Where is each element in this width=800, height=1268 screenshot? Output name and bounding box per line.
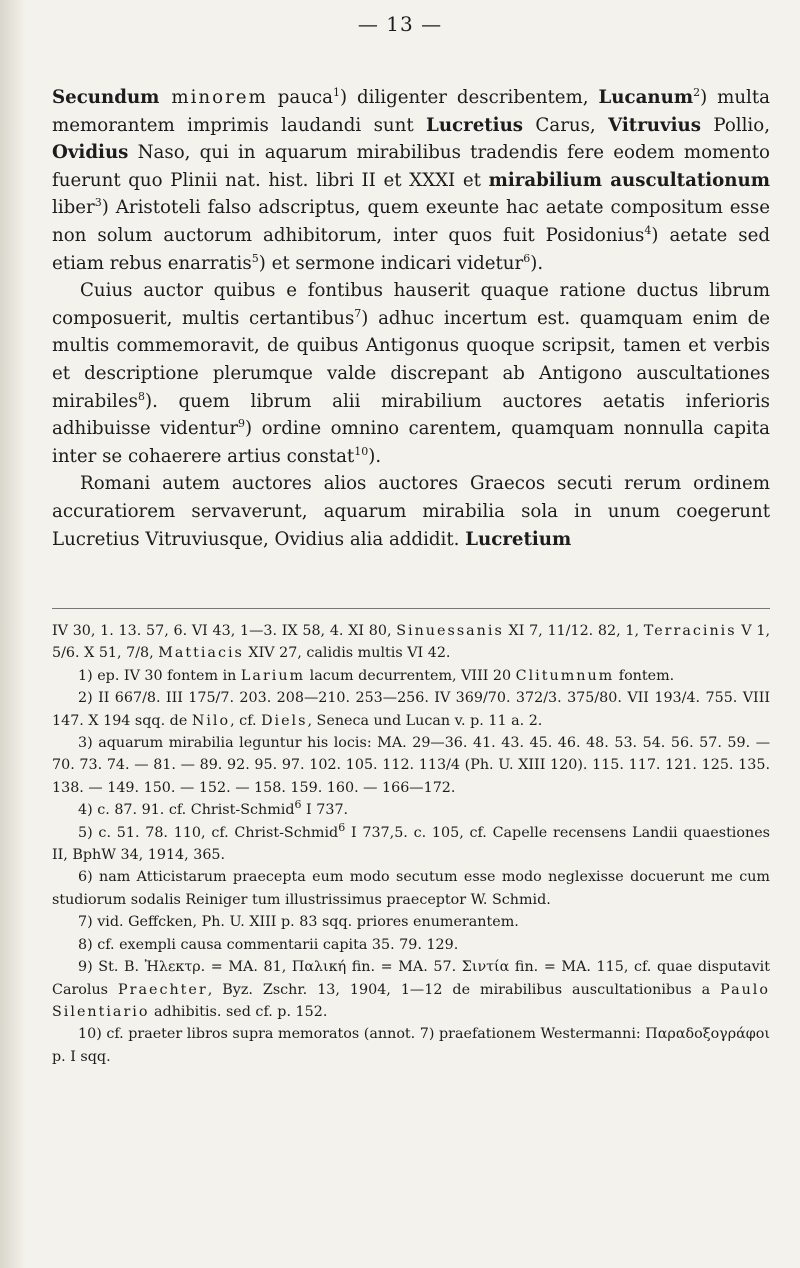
bold-term-lucretius: Lucretius xyxy=(426,114,524,136)
text-run: XI 7, 11/12. 82, 1, xyxy=(503,623,644,639)
text-run: ) et sermone indicari videtur xyxy=(258,252,524,274)
text-run: ) multa memorantem imprimis laudandi sunt xyxy=(52,87,771,136)
text-run: Romani autem auctores alios auctores Graecos secuti rerum ordinem accuratiorem servaverunt, aquarum mirabilia sola in unum coegerunt Lucretius Vitruviusque, Ovidius alia addidit. xyxy=(52,473,770,550)
bold-term-secundum: Secundum xyxy=(52,87,160,108)
footnote-ref-6: 6 xyxy=(523,251,531,265)
text-run: Cuius auctor quibus e fontibus hauserit quaque ratione ductus librum composuerit, multis certantibus xyxy=(52,280,770,329)
text-run: adhibitis. sed cf. p. 152. xyxy=(149,1003,328,1020)
page-binding-shadow xyxy=(0,0,26,1268)
text-run: 5) c. 51. 78. 110, cf. Christ-Schmid xyxy=(78,824,339,841)
footnote-ref-9: 9 xyxy=(238,417,246,431)
footnote-2 xyxy=(52,687,770,732)
footnote-ref-1: 1 xyxy=(332,85,340,99)
text-run: ) aetate sed etiam rebus enarratis xyxy=(52,224,770,274)
footnote-continuation xyxy=(52,620,770,665)
text-run: Pollio, xyxy=(700,114,770,136)
text-run: , Byz. Zschr. 13, 1904, 1—12 de mirabilibus auscultationibus a xyxy=(207,981,721,998)
footnote-ref-7: 7 xyxy=(354,306,362,320)
text-run: ) Aristoteli falso adscriptus, quem exeunte hac aetate compositum esse non solum auctorum adhibitorum, inter quos fuit Posidonius xyxy=(52,197,770,246)
edition-sup: 6 xyxy=(338,820,346,834)
text-run: I 737,5. c. 105, cf. Capelle recensens Landii quaestiones II, BphW 34, 1914, 365. xyxy=(52,824,770,864)
footnote-7: 7) vid. Geffcken, Ph. U. XIII p. 83 sqq. priores enumerantem. xyxy=(78,914,519,931)
footnote-9 xyxy=(52,956,770,1023)
spaced-term: Clitumnum xyxy=(515,667,615,684)
text-run: lacum decurrentem, VIII 20 xyxy=(305,667,516,684)
footnote-divider xyxy=(52,608,770,609)
text-run: V 1, 5/6. X 51, 7/8, xyxy=(52,623,770,662)
main-text xyxy=(52,84,770,553)
bold-term-vitruvius: Vitruvius xyxy=(608,114,701,136)
text-run: ) ordine omnino carentem, quamquam nonnulla capita inter se cohaerere artius constat xyxy=(52,418,770,467)
spaced-term: Praechter xyxy=(118,981,208,998)
footnote-ref-10: 10 xyxy=(354,444,369,458)
spaced-term: Terracinis xyxy=(643,623,737,639)
text-run: 1) ep. IV 30 fontem in xyxy=(78,667,241,684)
text-run: 4) c. 87. 91. cf. Christ-Schmid xyxy=(78,802,295,819)
spaced-term: Diels xyxy=(261,712,308,729)
text-run: ). xyxy=(530,252,544,274)
footnote-ref-5: 5 xyxy=(251,251,259,265)
footnote-ref-2: 2 xyxy=(693,85,701,99)
footnote-3: 3) aquarum mirabilia leguntur his locis: MA. 29—36. 41. 43. 45. 46. 48. 53. 54. 56. 57. 59. — 70. 73. 74. — 81. — 89. 92. 95. 97. 102. 105. 112. 113/4 (Ph. U. XIII 120). 115. 117. 121. 125. 135. 138. — 149. 150. — 152. — 158. 159. 160. — 166—172. xyxy=(52,735,770,796)
text-run: pauca xyxy=(267,87,333,108)
text-run: 9) St. B. Ἠλεκτρ. = MA. 81, Παλική fin. = MA. 57. Σιντία fin. = MA. 115, cf. quae disputavit Carolus xyxy=(52,959,770,998)
text-run: , Seneca und Lucan v. p. 11 a. 2. xyxy=(307,712,543,729)
spaced-term-minorem: minorem xyxy=(159,87,268,108)
text-run: I 737. xyxy=(301,802,349,819)
footnote-5 xyxy=(52,822,770,867)
spaced-term: Sinuessanis xyxy=(396,623,504,639)
spaced-term: Paulo Silentiario xyxy=(52,981,770,1020)
text-run: ). xyxy=(368,445,382,467)
paragraph-1 xyxy=(52,84,770,277)
footnote-1 xyxy=(52,665,770,687)
text-run: fontem. xyxy=(614,667,675,684)
page-number: — 13 — xyxy=(357,12,443,36)
spaced-term: Nilo xyxy=(191,712,231,729)
bold-term-lucretium: Lucretium xyxy=(465,528,572,550)
footnote-ref-8: 8 xyxy=(137,389,145,403)
text-run: liber xyxy=(52,197,95,219)
bold-term-ovidius: Ovidius xyxy=(52,142,129,164)
spaced-term: Larium xyxy=(240,667,306,684)
bold-term-mirabilium: mirabilium auscultationum xyxy=(488,169,770,191)
footnote-ref-4: 4 xyxy=(644,223,652,237)
text-run: ) adhuc incertum est. quamquam enim de multis commemoravit, de quibus Antigonus quoque scripsit, tamen et verbis et descriptione plerumque valde discrepant ab Antigono auscultationes mirabiles xyxy=(52,307,770,412)
text-run: Naso, qui in aquarum mirabilibus tradendis fere eodem momento fuerunt quo Plinii nat. hist. libri II et XXXI et xyxy=(52,142,770,191)
edition-sup: 6 xyxy=(294,798,302,812)
footnote-6: 6) nam Atticistarum praecepta eum modo secutum esse modo neglexisse docuerunt me cum studiorum sodalis Reiniger tum illustrissimus praeceptor W. Schmid. xyxy=(52,869,770,908)
text-run: 2) II 667/8. III 175/7. 203. 208—210. 253—256. IV 369/70. 372/3. 375/80. VII 193/4. 755. VIII 147. X 194 sqq. de xyxy=(52,690,770,729)
text-run: XIV 27, calidis multis VI 42. xyxy=(243,645,451,662)
paragraph-3 xyxy=(52,470,770,553)
footnote-8: 8) cf. exempli causa commentarii capita 35. 79. 129. xyxy=(78,936,459,953)
spaced-term: Mattiacis xyxy=(158,645,244,662)
text-run: Carus, xyxy=(523,114,609,136)
footnotes xyxy=(52,620,770,1068)
text-run: IV 30, 1. 13. 57, 6. VI 43, 1—3. IX 58, 4. XI 80, xyxy=(52,623,397,639)
footnote-ref-3: 3 xyxy=(94,196,102,210)
paragraph-2 xyxy=(52,277,770,470)
footnote-4 xyxy=(52,799,770,821)
text-run: ) diligenter describentem, xyxy=(339,87,599,108)
footnote-10: 10) cf. praeter libros supra memoratos (annot. 7) praefationem Westermanni: Παραδοξογράφοι p. I sqq. xyxy=(52,1026,770,1065)
text-run: , cf. xyxy=(230,712,262,729)
bold-term-lucanum: Lucanum xyxy=(598,87,694,108)
text-run: ). quem librum alii mirabilium auctores aetatis inferioris adhibuisse videntur xyxy=(52,390,770,440)
